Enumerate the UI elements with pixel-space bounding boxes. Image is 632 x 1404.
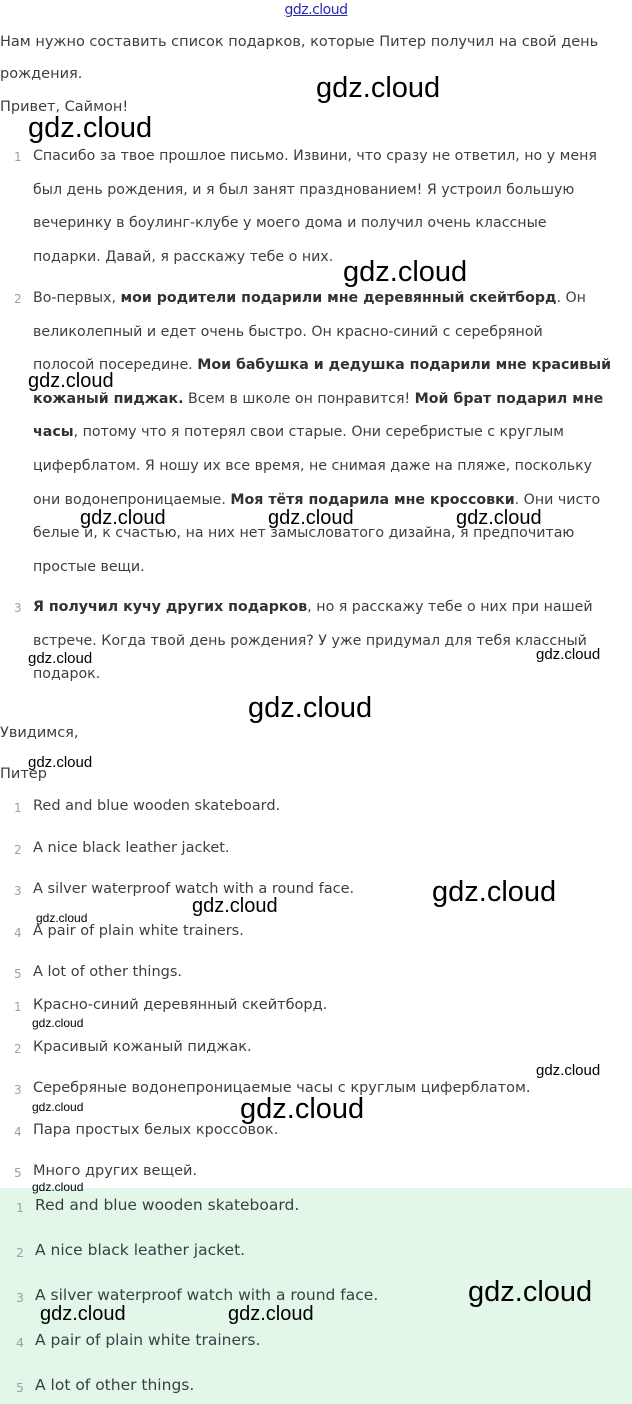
answer-item-number: 3 xyxy=(16,1290,24,1305)
letter-paragraph xyxy=(33,282,611,584)
text-run: великолепный и едет очень быстро. Он красно-синий с серебряной xyxy=(33,323,543,340)
paragraph-line xyxy=(33,316,611,350)
list-item-number: 3 xyxy=(14,1083,22,1097)
watermark: gdz.cloud xyxy=(28,650,93,667)
list-item-number: 1 xyxy=(14,801,22,815)
answer-item: A lot of other things. xyxy=(35,1376,195,1394)
watermark: gdz.cloud xyxy=(28,112,153,144)
paragraph-line xyxy=(33,450,611,484)
text-run: циферблатом. Я ношу их все время, не снимая даже на пляже, поскольку xyxy=(33,457,593,474)
answer-item: Red and blue wooden skateboard. xyxy=(35,1196,300,1214)
paragraph-number: 3 xyxy=(14,601,22,615)
watermark: gdz.cloud xyxy=(80,507,166,529)
list-item-number: 4 xyxy=(14,1125,22,1139)
text-run: вечеринку в боулинг-клубе у моего дома и получил очень классные xyxy=(33,215,547,232)
list-item: Красно-синий деревянный скейтборд. xyxy=(33,997,328,1013)
paragraph-number: 1 xyxy=(14,150,22,164)
watermark: gdz.cloud xyxy=(536,1062,601,1079)
watermark: gdz.cloud xyxy=(32,1180,84,1194)
task-line-1: Нам нужно составить список подарков, которые Питер получил на свой день xyxy=(0,34,599,50)
letter-closing: Увидимся, xyxy=(0,725,79,741)
letter-paragraph xyxy=(33,140,597,274)
watermark: gdz.cloud xyxy=(432,876,557,908)
text-run: был день рождения, и я был занят празднованием! Я устроил большую xyxy=(33,181,575,198)
list-item-number: 5 xyxy=(14,1166,22,1180)
paragraph-line xyxy=(33,383,611,417)
paragraph-line xyxy=(33,591,593,625)
answer-item: A pair of plain white trainers. xyxy=(35,1331,261,1349)
watermark: gdz.cloud xyxy=(28,754,93,771)
list-item: Красивый кожаный пиджак. xyxy=(33,1039,252,1055)
task-line-2: рождения. xyxy=(0,66,83,82)
bold-text: кожаный пиджак. xyxy=(33,390,184,407)
answer-item: A silver waterproof watch with a round face. xyxy=(35,1286,379,1304)
watermark: gdz.cloud xyxy=(248,692,373,724)
bold-text: часы xyxy=(33,424,74,441)
list-item: A nice black leather jacket. xyxy=(33,840,230,856)
text-run: простые вещи. xyxy=(33,558,145,575)
paragraph-line xyxy=(33,174,597,208)
answer-item-number: 1 xyxy=(16,1200,24,1215)
bold-text: Мой брат подарил мне xyxy=(414,390,604,407)
text-run: подарок. xyxy=(33,666,101,683)
watermark: gdz.cloud xyxy=(456,507,542,529)
paragraph-line xyxy=(33,625,593,659)
paragraph-number: 2 xyxy=(14,292,22,306)
paragraph-line xyxy=(33,282,611,316)
paragraph-line xyxy=(33,551,611,585)
list-item: Пара простых белых кроссовок. xyxy=(33,1122,279,1138)
watermark: gdz.cloud xyxy=(36,911,88,925)
watermark: gdz.cloud xyxy=(40,1303,126,1325)
letter-greeting: Привет, Саймон! xyxy=(0,99,129,115)
text-run: . Он xyxy=(556,290,586,306)
paragraph-line xyxy=(33,140,597,174)
answer-item-number: 2 xyxy=(16,1245,24,1260)
watermark: gdz.cloud xyxy=(536,646,601,663)
text-run: Всем в школе он понравится! xyxy=(183,390,415,407)
watermark: gdz.cloud xyxy=(343,256,468,288)
paragraph-line xyxy=(33,658,593,692)
list-item-number: 2 xyxy=(14,1042,22,1056)
paragraph-line xyxy=(33,241,597,275)
watermark: gdz.cloud xyxy=(468,1276,593,1308)
text-run: . Они чисто xyxy=(514,491,601,508)
letter-signature: Питер xyxy=(0,766,47,782)
paragraph-line xyxy=(33,416,611,450)
list-item-number: 4 xyxy=(14,926,22,940)
answer-item: A nice black leather jacket. xyxy=(35,1241,246,1259)
list-item: Серебряные водонепроницаемые часы с круглым циферблатом. xyxy=(33,1080,531,1096)
watermark: gdz.cloud xyxy=(32,1016,84,1030)
watermark: gdz.cloud xyxy=(228,1303,314,1325)
text-run: они водонепроницаемые. xyxy=(33,491,231,508)
list-item-number: 3 xyxy=(14,884,22,898)
text-run: полосой посередине. xyxy=(33,357,198,374)
list-item-number: 2 xyxy=(14,843,22,857)
list-item: A pair of plain white trainers. xyxy=(33,923,244,939)
list-item: A silver waterproof watch with a round face. xyxy=(33,881,355,897)
watermark: gdz.cloud xyxy=(32,1100,84,1114)
watermark: gdz.cloud xyxy=(28,370,114,392)
watermark: gdz.cloud xyxy=(240,1093,365,1125)
text-run: Во-первых, xyxy=(33,290,121,306)
text-run: , потому что я потерял свои старые. Они серебристые с круглым xyxy=(73,424,564,441)
list-item: Red and blue wooden skateboard. xyxy=(33,798,281,814)
list-item-number: 1 xyxy=(14,1000,22,1014)
watermark: gdz.cloud xyxy=(316,72,441,104)
letter-paragraph xyxy=(33,591,593,692)
answer-item-number: 4 xyxy=(16,1335,24,1350)
text-run: белые и, к счастью, на них нет замысловатого дизайна, я предпочитаю xyxy=(33,525,575,542)
list-item: A lot of other things. xyxy=(33,964,183,980)
text-run: встрече. Когда твой день рождения? У уже придумал для тебя классный xyxy=(33,632,587,649)
text-run: подарки. Давай, я расскажу тебе о них. xyxy=(33,248,334,265)
bold-text: мои родители подарили мне деревянный скейтборд xyxy=(120,290,557,306)
text-run: Спасибо за твое прошлое письмо. Извини, что сразу не ответил, но у меня xyxy=(33,148,597,164)
paragraph-line xyxy=(33,349,611,383)
bold-text: Моя тётя подарила мне кроссовки xyxy=(230,491,515,508)
bold-text: Я получил кучу других подарков xyxy=(33,599,308,615)
text-run: , но я расскажу тебе о них при нашей xyxy=(307,599,593,615)
list-item-number: 5 xyxy=(14,967,22,981)
site-logo[interactable]: gdz.cloud xyxy=(284,2,348,18)
bold-text: Мои бабушка и дедушка подарили мне красивый xyxy=(197,357,612,374)
answer-item-number: 5 xyxy=(16,1380,24,1395)
watermark: gdz.cloud xyxy=(192,895,278,917)
paragraph-line xyxy=(33,207,597,241)
list-item: Много других вещей. xyxy=(33,1163,198,1179)
watermark: gdz.cloud xyxy=(268,507,354,529)
